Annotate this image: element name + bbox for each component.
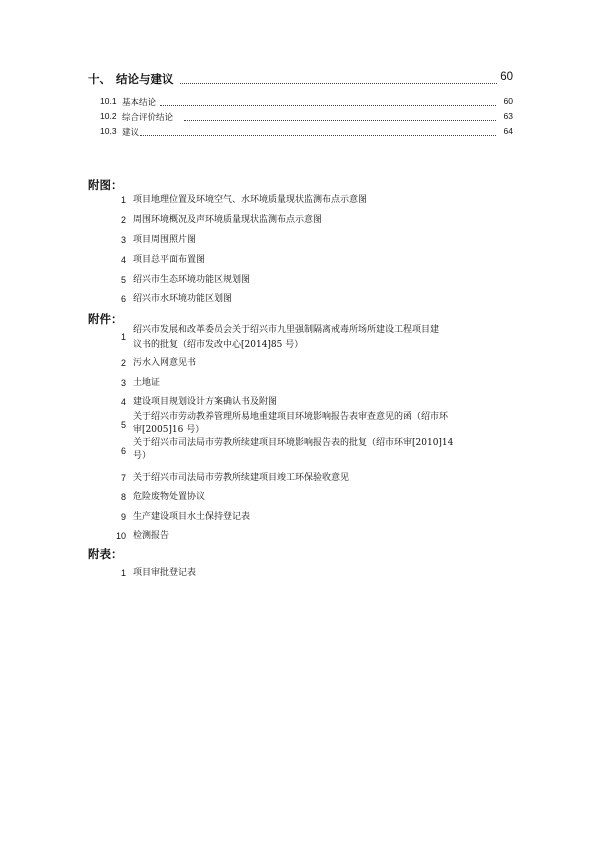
item-text: 危险废物处置协议 [133,492,206,502]
toc-section-number: 10.2 [100,111,117,121]
item-text: 关于绍兴市司法局市劳教所续建项目竣工环保验收意见 [133,473,350,483]
attachments-heading: 附件： [88,312,123,326]
item-number: 10 [115,531,126,541]
item-text: 绍兴市生态环境功能区规划图 [133,275,251,285]
item-text: 项目地理位置及环境空气、水环境质量现状监测布点示意图 [133,195,368,205]
item-text-continued: 审[2005]16 号） [133,425,205,435]
item-text: 绍兴市发展和改革委员会关于绍兴市九里强制隔离戒毒所场所建设工程项目建 [133,325,440,335]
toc-section-number: 10.3 [100,126,117,136]
item-number: 4 [120,397,126,407]
item-number: 5 [120,420,126,430]
item-text: 关于绍兴市劳动教养管理所易地重建项目环境影响报告表审查意见的函（绍市环 [133,412,449,422]
item-number: 1 [120,195,126,205]
item-number: 1 [120,568,126,578]
item-text: 建设项目规划设计方案确认书及附图 [133,397,278,407]
toc-chapter-number: 十、 [88,72,111,86]
toc-section-number: 10.1 [100,96,117,106]
item-text: 污水入网意见书 [133,358,197,368]
item-text: 绍兴市水环境功能区划图 [133,294,233,304]
item-text: 项目总平面布置图 [133,255,206,265]
item-number: 7 [120,473,126,483]
figures-heading: 附图： [88,178,123,192]
toc-page-number: 60 [500,71,513,83]
item-number: 6 [120,446,126,456]
item-text: 关于绍兴市司法局市劳教所续建项目环境影响报告表的批复（绍市环审[2010]14 [133,438,454,448]
item-text-continued: 议书的批复（绍市发改中心[2014]85 号） [133,340,304,350]
item-text-continued: 号） [133,451,152,461]
toc-leader-dots [140,135,496,136]
item-number: 9 [120,512,126,522]
item-number: 1 [120,332,126,342]
toc-leader-dots [184,120,496,121]
toc-chapter-title: 结论与建议 [116,72,174,86]
item-number: 2 [120,215,126,225]
toc-page-number: 63 [503,111,513,121]
toc-section-title: 综合评价结论 [122,113,174,123]
toc-section-title: 基本结论 [122,98,157,108]
toc-page-number: 64 [503,126,513,136]
item-number: 6 [120,294,126,304]
item-number: 5 [120,275,126,285]
item-text: 项目周围照片图 [133,235,197,245]
toc-section-title: 建议 [122,128,140,138]
item-text: 项目审批登记表 [133,568,197,578]
tables-heading: 附表： [88,547,123,561]
item-number: 3 [120,235,126,245]
toc-leader-dots [160,105,496,106]
item-text: 检测报告 [133,531,170,541]
item-text: 生产建设项目水土保持登记表 [133,512,251,522]
item-number: 2 [120,358,126,368]
item-number: 4 [120,255,126,265]
toc-page-number: 60 [503,96,513,106]
item-number: 8 [120,492,126,502]
item-text: 土地证 [133,378,161,388]
item-text: 周围环境概况及声环境质量现状监测布点示意图 [133,215,323,225]
item-number: 3 [120,378,126,388]
toc-leader-dots [180,83,497,84]
